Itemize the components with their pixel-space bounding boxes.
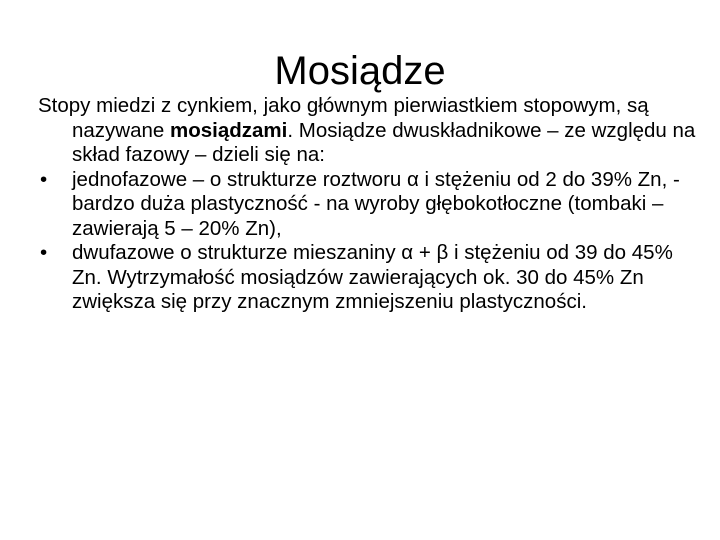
intro-paragraph	[38, 94, 704, 168]
bullet-item	[38, 241, 704, 315]
bullet-text: dwufazowe o strukturze mieszaniny α + β i stężeniu od 39 do 45% Zn. Wytrzymałość mosiądzów zawierających ok. 30 do 45% Zn zwiększa się przy znacznym zmniejszeniu plastyczności.	[72, 241, 673, 313]
bullet-list	[38, 168, 704, 315]
bullet-item	[38, 168, 704, 242]
slide-body	[38, 94, 704, 315]
bullet-text: jednofazowe – o strukturze roztworu α i stężeniu od 2 do 39% Zn, - bardzo duża plastyczność - na wyroby głębokotłoczne (tombaki – zawierają 5 – 20% Zn),	[72, 167, 680, 240]
slide-title: Mosiądze	[274, 48, 446, 93]
intro-text-end: . Mosiądze dwuskładnikowe – ze względu na skład fazowy – dzieli się na:	[72, 118, 696, 166]
intro-bold-term: mosiądzami	[170, 118, 288, 142]
intro-text-start: Stopy miedzi z cynkiem, jako głównym pierwiastkiem stopowym, są nazywane	[38, 94, 649, 142]
bullet-icon: •	[40, 167, 48, 191]
bullet-icon: •	[40, 241, 48, 264]
